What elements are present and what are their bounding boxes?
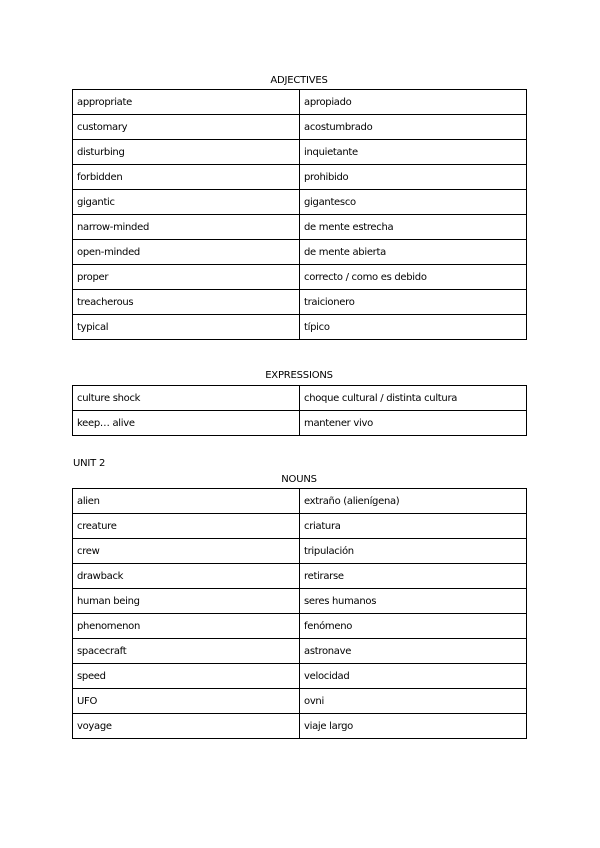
spanish-translation: velocidad	[300, 664, 527, 689]
english-term: appropriate	[73, 90, 300, 115]
english-term: narrow-minded	[73, 215, 300, 240]
english-term: UFO	[73, 689, 300, 714]
table-row	[73, 115, 527, 140]
expressions-title: EXPRESSIONS	[265, 370, 333, 381]
table-row	[73, 589, 527, 614]
nouns-table	[72, 488, 527, 739]
table-row	[73, 714, 527, 739]
english-term: drawback	[73, 564, 300, 589]
table-row	[73, 539, 527, 564]
adjectives-title: ADJECTIVES	[270, 75, 328, 86]
nouns-title: NOUNS	[281, 474, 317, 485]
english-term: forbidden	[73, 165, 300, 190]
spanish-translation: mantener vivo	[300, 411, 527, 436]
table-row	[73, 190, 527, 215]
spanish-translation: tripulación	[300, 539, 527, 564]
table-row	[73, 614, 527, 639]
english-term: keep… alive	[73, 411, 300, 436]
table-row	[73, 489, 527, 514]
english-term: open-minded	[73, 240, 300, 265]
spanish-translation: traicionero	[300, 290, 527, 315]
spanish-translation: típico	[300, 315, 527, 340]
table-row	[73, 514, 527, 539]
spanish-translation: prohibido	[300, 165, 527, 190]
spanish-translation: inquietante	[300, 140, 527, 165]
spanish-translation: correcto / como es debido	[300, 265, 527, 290]
english-term: spacecraft	[73, 639, 300, 664]
nouns-body	[73, 489, 527, 739]
english-term: phenomenon	[73, 614, 300, 639]
table-row	[73, 265, 527, 290]
spanish-translation: de mente estrecha	[300, 215, 527, 240]
english-term: voyage	[73, 714, 300, 739]
table-row	[73, 165, 527, 190]
english-term: alien	[73, 489, 300, 514]
expressions-body	[73, 386, 527, 436]
spanish-translation: gigantesco	[300, 190, 527, 215]
english-term: treacherous	[73, 290, 300, 315]
spanish-translation: acostumbrado	[300, 115, 527, 140]
english-term: crew	[73, 539, 300, 564]
spanish-translation: ovni	[300, 689, 527, 714]
table-row	[73, 315, 527, 340]
table-row	[73, 290, 527, 315]
spanish-translation: choque cultural / distinta cultura	[300, 386, 527, 411]
expressions-table	[72, 385, 527, 436]
spanish-translation: viaje largo	[300, 714, 527, 739]
english-term: proper	[73, 265, 300, 290]
english-term: disturbing	[73, 140, 300, 165]
english-term: gigantic	[73, 190, 300, 215]
unit-label: UNIT 2	[73, 458, 106, 469]
spanish-translation: extraño (alienígena)	[300, 489, 527, 514]
spanish-translation: de mente abierta	[300, 240, 527, 265]
english-term: speed	[73, 664, 300, 689]
table-row	[73, 639, 527, 664]
table-row	[73, 386, 527, 411]
english-term: creature	[73, 514, 300, 539]
table-row	[73, 411, 527, 436]
table-row	[73, 564, 527, 589]
english-term: culture shock	[73, 386, 300, 411]
table-row	[73, 689, 527, 714]
spanish-translation: fenómeno	[300, 614, 527, 639]
table-row	[73, 140, 527, 165]
spanish-translation: apropiado	[300, 90, 527, 115]
table-row	[73, 664, 527, 689]
english-term: customary	[73, 115, 300, 140]
spanish-translation: seres humanos	[300, 589, 527, 614]
adjectives-table	[72, 89, 527, 340]
spanish-translation: astronave	[300, 639, 527, 664]
spanish-translation: retirarse	[300, 564, 527, 589]
table-row	[73, 215, 527, 240]
english-term: typical	[73, 315, 300, 340]
english-term: human being	[73, 589, 300, 614]
table-row	[73, 90, 527, 115]
table-row	[73, 240, 527, 265]
adjectives-body	[73, 90, 527, 340]
spanish-translation: criatura	[300, 514, 527, 539]
